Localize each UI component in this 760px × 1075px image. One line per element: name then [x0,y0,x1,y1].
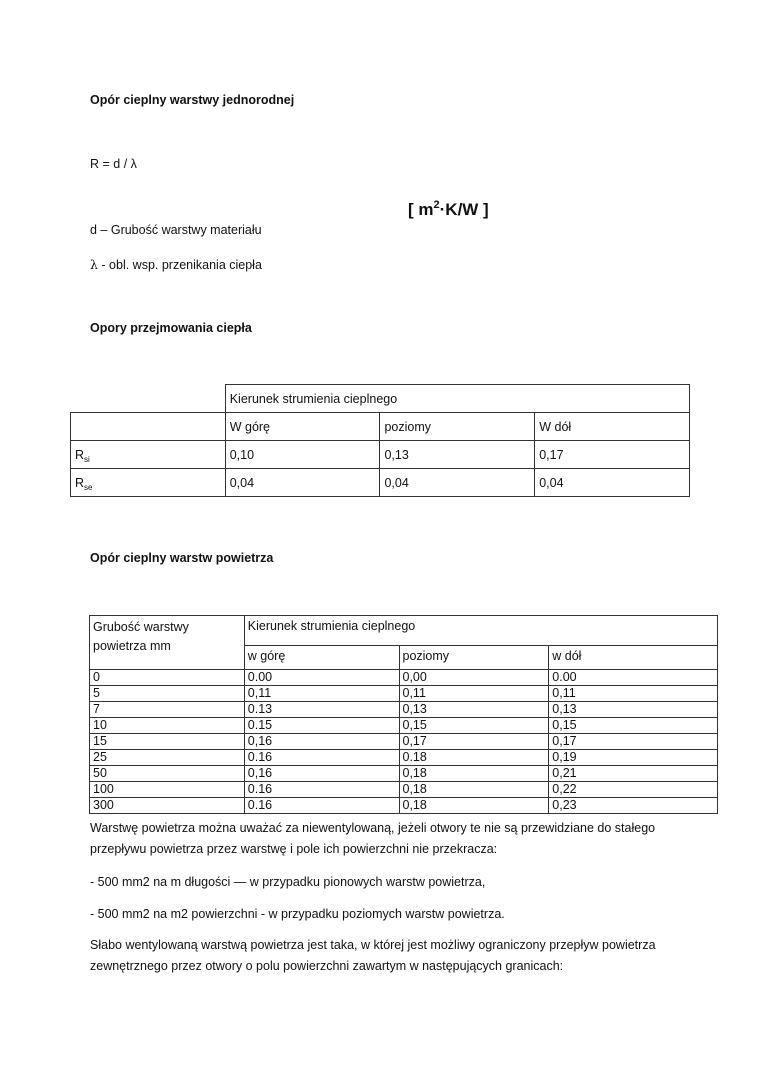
table-cell: 0,16 [244,766,399,782]
table-cell: 15 [90,734,245,750]
table-cell: 0,22 [549,782,718,798]
column-header: w dół [549,646,718,670]
column-header: W dół [535,413,690,441]
table-cell: 50 [90,766,245,782]
header-thickness: Grubość warstwy powietrza mm [90,616,245,670]
table-row [90,686,718,702]
table-cell: 0.00 [549,670,718,686]
section-title-jednorodnej: Opór cieplny warstwy jednorodnej [90,93,295,107]
table-row [90,750,718,766]
table-cell: 0,13 [549,702,718,718]
table-cell: 10 [90,718,245,734]
empty-cell [71,385,226,413]
table-cell: 0,18 [399,766,549,782]
row-label-rse: $R_{se}$ [71,469,226,497]
table-cell: 0,23 [549,798,718,814]
paragraph-horizontal-layers: - 500 mm2 na m2 powierzchni - w przypadku poziomych warstw powietrza. [90,907,505,921]
table-cell: 0 [90,670,245,686]
table-header-row [71,385,690,413]
header-direction: Kierunek strumienia cieplnego [225,385,689,413]
table-cell: 100 [90,782,245,798]
table-cell: 0,11 [549,686,718,702]
definition-d: d – Grubość warstwy materiału [90,223,262,237]
table-cell: 0,17 [399,734,549,750]
table-cell: 0,13 [380,441,535,469]
formula-r: R = d / λ [90,157,137,171]
table-cell: 0,21 [549,766,718,782]
table-row [90,670,718,686]
unit-suffix: ·K/W ] [439,200,489,219]
column-header: poziomy [399,646,549,670]
table-row [90,766,718,782]
unit-exponent: 2 [433,199,440,211]
table-air-layer-resistance [89,615,718,814]
unit-prefix: [ m [408,200,434,219]
paragraph-unventilated: Warstwę powietrza można uważać za niewentylowaną, jeżeli otwory te nie są przewidziane do stałego przepływu powietrza przez warstwę i pole ich powierzchni nie przekracza: [90,821,656,856]
lambda-symbol: λ [90,257,98,272]
table-row [71,441,690,469]
table-row [90,718,718,734]
table-cell: 0,10 [225,441,380,469]
table-cell: 5 [90,686,245,702]
table-cell: 0,19 [549,750,718,766]
table-cell: 0.16 [244,798,399,814]
table-cell: 25 [90,750,245,766]
column-header: W górę [225,413,380,441]
table-cell: 0,13 [399,702,549,718]
table-cell: 0.16 [244,750,399,766]
table-row [90,702,718,718]
column-header: poziomy [380,413,535,441]
definition-lambda [90,257,262,272]
paragraph-slightly-ventilated: Słabo wentylowaną warstwą powietrza jest taka, w której jest możliwy ograniczony przepływ powietrza zewnętrznego przez otwory o polu powierzchni zawartym w następujących granicach: [90,938,656,973]
table-cell: 0,11 [399,686,549,702]
table-cell: 0.15 [244,718,399,734]
table-cell: 0,17 [535,441,690,469]
table-cell: 0,04 [535,469,690,497]
paragraph-vertical-layers: - 500 mm2 na m długości — w przypadku pionowych warstw powietrza, [90,875,486,889]
table-header-row [71,413,690,441]
table-cell: 0,18 [399,782,549,798]
table-cell: 0,17 [549,734,718,750]
table-cell: 0,18 [399,798,549,814]
section-title-powietrza: Opór cieplny warstw powietrza [90,551,274,565]
empty-cell [71,413,226,441]
table-cell: 0.18 [399,750,549,766]
row-label-rsi: $R_{si}$ [71,441,226,469]
table-cell: 0,16 [244,734,399,750]
table-row [90,798,718,814]
table-cell: 0.13 [244,702,399,718]
table-cell: 7 [90,702,245,718]
table-row [71,469,690,497]
table-cell: 300 [90,798,245,814]
table-cell: 0,04 [225,469,380,497]
table-cell: 0,04 [380,469,535,497]
table-cell: 0,00 [399,670,549,686]
section-title-przejmowania: Opory przejmowania ciepła [90,321,252,335]
unit-label [408,199,489,220]
table-cell: 0,15 [399,718,549,734]
table-surface-resistance [70,384,690,497]
table-cell: 0,11 [244,686,399,702]
table-cell: 0.00 [244,670,399,686]
header-direction: Kierunek strumienia cieplnego [244,616,717,646]
column-header: w górę [244,646,399,670]
table-row [90,782,718,798]
definition-lambda-text: - obl. wsp. przenikania ciepła [97,258,262,272]
table-cell: 0.16 [244,782,399,798]
table-cell: 0,15 [549,718,718,734]
table-header-row [90,616,718,646]
table-row [90,734,718,750]
